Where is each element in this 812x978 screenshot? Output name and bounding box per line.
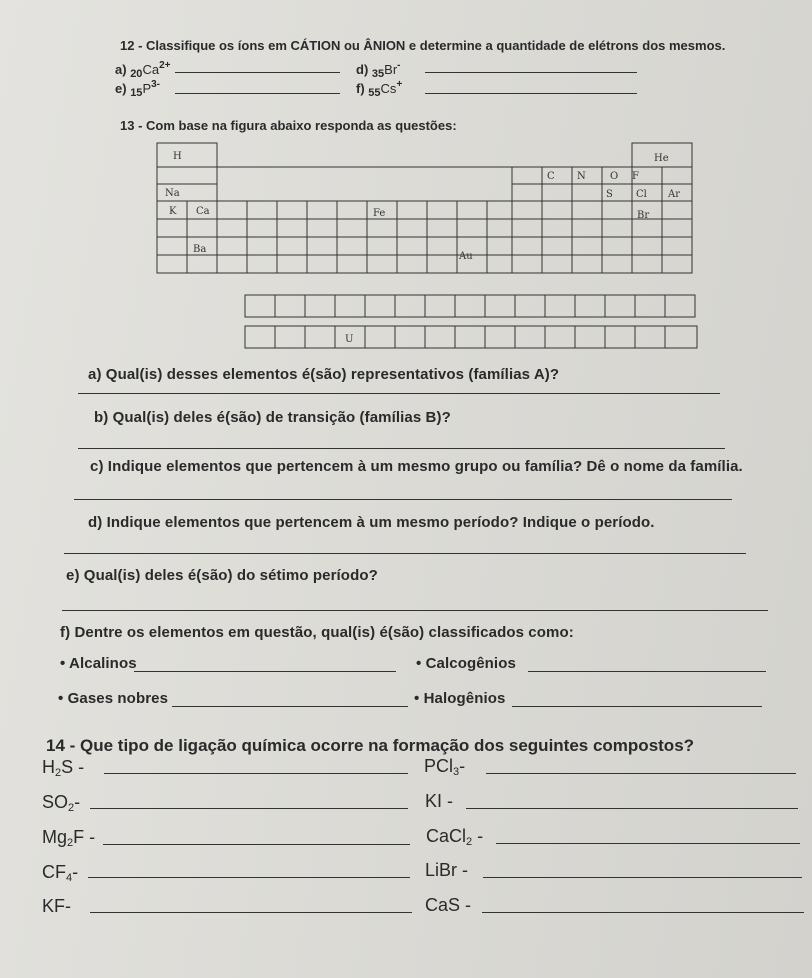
class-halogenios-label: • Halogênios xyxy=(414,690,506,707)
q13-answer-a[interactable] xyxy=(78,393,720,394)
compound-cas-answer[interactable] xyxy=(482,912,804,913)
symbol-fe: Fe xyxy=(373,208,386,219)
class-calcogenios-label: • Calcogênios xyxy=(416,655,516,672)
compound-kf-answer[interactable] xyxy=(90,912,412,913)
compound-kf: KF- xyxy=(42,896,71,916)
compound-libr: LiBr - xyxy=(425,860,469,880)
q13-question-f: f) Dentre os elementos em questão, qual(is) é(são) classificados como: xyxy=(60,624,574,641)
symbol-ba: Ba xyxy=(193,244,207,255)
class-gases-nobres-label: • Gases nobres xyxy=(58,690,169,707)
cell-h xyxy=(157,143,217,167)
symbol-ca: Ca xyxy=(196,206,210,217)
compound-so2: $SO_2-$ xyxy=(42,792,81,814)
symbol-ar: Ar xyxy=(668,189,681,200)
symbol-s: S xyxy=(606,189,613,200)
q12-item-a: a) $_{20}Ca^{2+}$ xyxy=(115,60,171,80)
symbol-c: C xyxy=(547,171,555,182)
compound-pcl3-answer[interactable] xyxy=(486,773,796,774)
compound-mg2f: $Mg_2F$ - xyxy=(42,827,96,849)
compound-so2-answer[interactable] xyxy=(90,808,408,809)
q13-answer-d[interactable] xyxy=(64,553,746,554)
class-gases-nobres-answer[interactable] xyxy=(172,706,408,707)
symbol-n: N xyxy=(577,171,586,182)
periodic-table-figure xyxy=(0,0,812,360)
class-alcalinos-answer[interactable] xyxy=(134,671,396,672)
q13-answer-c[interactable] xyxy=(74,499,732,500)
q13-question-c: c) Indique elementos que pertencem à um mesmo grupo ou família? Dê o nome da família. xyxy=(90,458,743,475)
class-calcogenios-answer[interactable] xyxy=(528,671,766,672)
class-alcalinos-label: • Alcalinos xyxy=(60,655,137,672)
q14-prompt: 14 - Que tipo de ligação química ocorre na formação dos seguintes compostos? xyxy=(46,736,695,755)
compound-h2s: $H_2S$ - xyxy=(42,757,85,779)
compound-ki: KI - xyxy=(425,791,454,811)
compound-cf4: $CF_4-$ xyxy=(42,862,79,884)
symbol-br: Br xyxy=(637,210,650,221)
q13-prompt: 13 - Com base na figura abaixo responda as questões: xyxy=(120,118,457,133)
symbol-f: F xyxy=(632,171,639,182)
compound-pcl3: PCl$_3$- xyxy=(424,756,466,778)
q13-answer-b[interactable] xyxy=(78,448,725,449)
q12-prompt: 12 - Classifique os íons em CÁTION ou ÂNION e determine a quantidade de elétrons dos mesmos. xyxy=(120,38,726,53)
symbol-au: Au xyxy=(459,251,473,262)
symbol-cl: Cl xyxy=(636,189,647,200)
symbol-u: U xyxy=(345,334,354,345)
compound-h2s-answer[interactable] xyxy=(104,773,408,774)
compound-ki-answer[interactable] xyxy=(466,808,798,809)
compound-mg2f-answer[interactable] xyxy=(103,844,410,845)
compound-cas: CaS - xyxy=(425,895,472,915)
q13-question-d: d) Indique elementos que pertencem à um mesmo período? Indique o período. xyxy=(88,514,655,531)
q12-item-d: d) $_{35}$Br- xyxy=(356,60,401,80)
q12-item-e: e) $_{15}P^{3-}$ xyxy=(115,79,161,99)
q13-question-a: a) Qual(is) desses elementos é(são) representativos (famílias A)? xyxy=(88,366,560,383)
symbol-na: Na xyxy=(165,188,180,199)
symbol-he: He xyxy=(654,153,669,164)
compound-cacl2-answer[interactable] xyxy=(496,843,800,844)
compound-cacl2: CaCl$_2$ - xyxy=(426,826,484,848)
compound-cf4-answer[interactable] xyxy=(88,877,410,878)
q12-item-f: f) $_{55}$Cs+ xyxy=(356,79,403,99)
symbol-k: K xyxy=(169,206,177,217)
q13-answer-e[interactable] xyxy=(62,610,768,611)
symbol-o: O xyxy=(610,171,619,182)
compound-libr-answer[interactable] xyxy=(483,877,802,878)
q13-question-e: e) Qual(is) deles é(são) do sétimo período? xyxy=(66,567,378,584)
class-halogenios-answer[interactable] xyxy=(512,706,762,707)
q13-question-b: b) Qual(is) deles é(são) de transição (famílias B)? xyxy=(94,409,451,426)
symbol-h: H xyxy=(173,151,182,162)
